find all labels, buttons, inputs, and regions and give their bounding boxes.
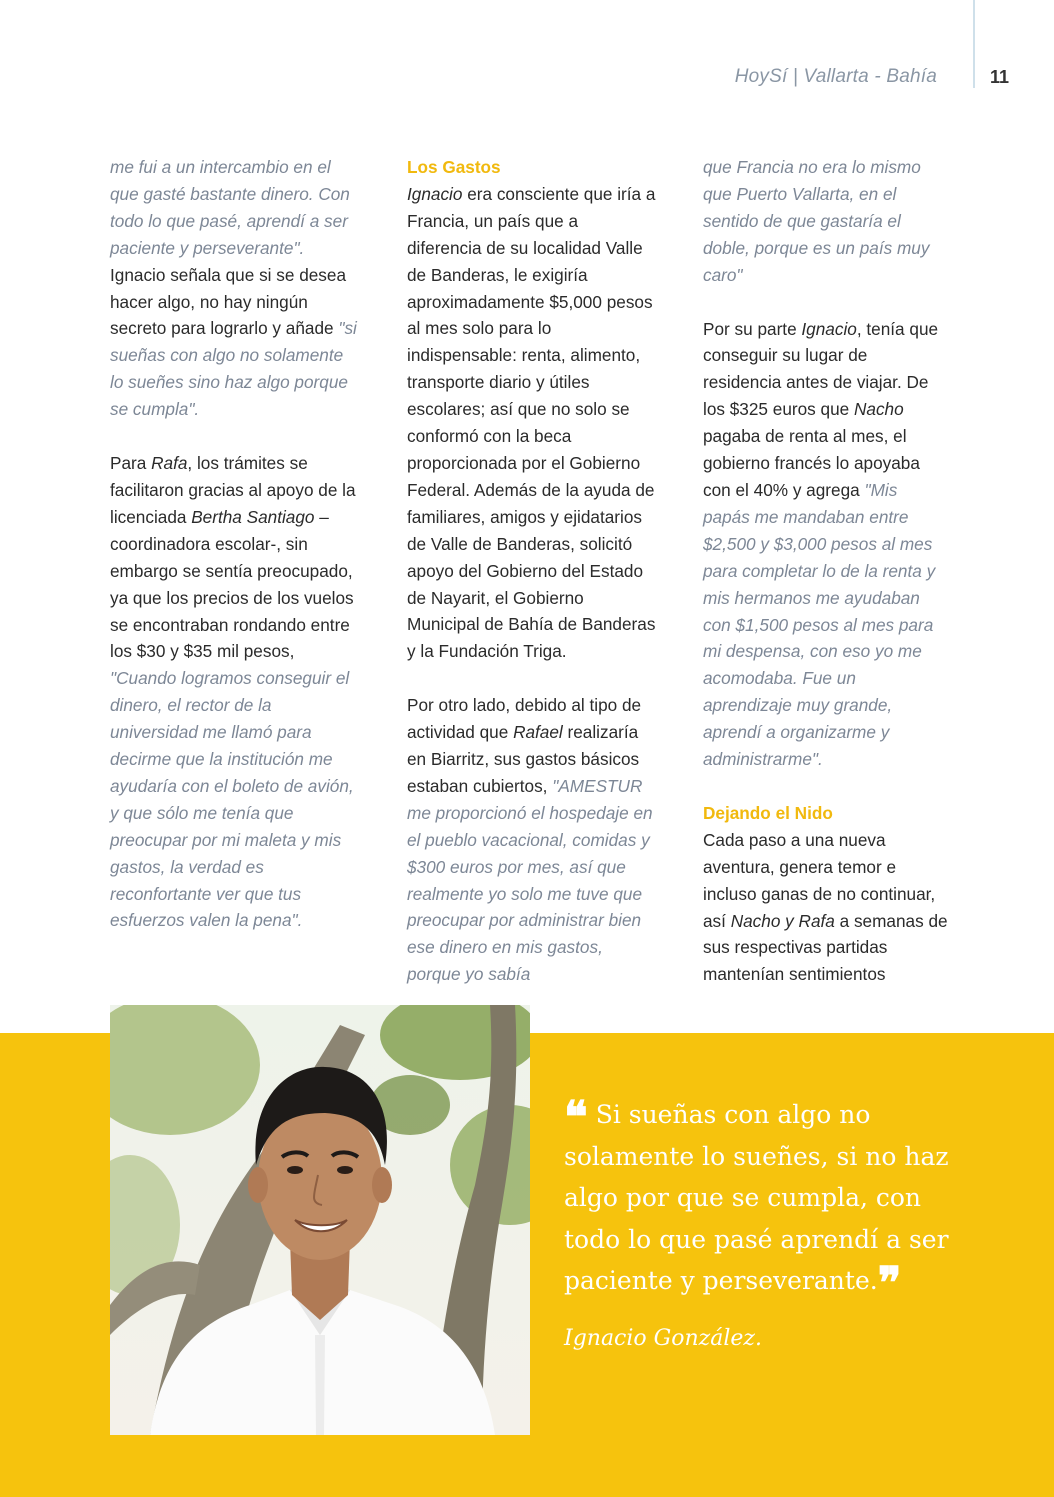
body-text: Cada paso a una nueva aventura, genera temor e incluso ganas de no continuar, así	[703, 829, 936, 931]
body-text: Para	[110, 453, 152, 474]
person-name: Rafa	[151, 453, 188, 474]
paragraph	[110, 154, 360, 423]
open-quote-icon: ❝	[564, 1093, 588, 1142]
publication-title: HoySí | Vallarta - Bahía	[734, 66, 937, 87]
quote-text: me fui a un intercambio en el que gasté bastante dinero. Con todo lo que pasé, aprendí a ser paciente y perseverante".	[110, 157, 350, 258]
paragraph	[407, 692, 657, 988]
paragraph	[703, 316, 948, 773]
quote-text: "Mis papás me mandaban entre $2,500 y $3,000 pesos al mes para completar lo de la renta y mis hermanos me ayudaban con $1,500 pesos al mes para mi despensa, con eso yo me acomodaba. Fue un aprendizaje muy grande, aprendí a organizarme y administrarme".	[703, 479, 936, 770]
pull-quote-text: Si sueñas con algo no solamente lo sueñes, si no haz algo por que se cumpla, con todo lo que pasé aprendí a ser paciente y perseverante.	[564, 1100, 949, 1295]
person-name: Nacho y Rafa	[730, 910, 835, 931]
person-name: Ignacio	[407, 183, 463, 204]
paragraph	[110, 450, 360, 934]
person-name: Nacho	[853, 399, 904, 420]
person-name: Ignacio	[801, 318, 857, 339]
body-text: Por su parte	[703, 318, 802, 339]
quote-text: que Francia no era lo mismo que Puerto Vallarta, en el sentido de que gastaría el doble, porque es un país muy caro"	[703, 157, 930, 285]
body-text: pagaba de renta al mes, el gobierno francés lo apoyaba con el 40% y agrega	[703, 426, 920, 500]
header-divider-line	[973, 0, 975, 88]
page-number: 11	[990, 67, 1010, 87]
pull-quote-author: Ignacio González.	[564, 1326, 762, 1351]
article-column-2	[407, 154, 657, 988]
body-text: realizaría en Biarritz, sus gastos básicos estaban cubiertos,	[407, 722, 640, 796]
quote-text: "AMESTUR me proporcionó el hospedaje en el pueblo vacacional, comidas y $300 euros por mes, así que realmente yo solo me tuve que preocupar por administrar bien ese dinero en mis gastos, porque yo sabía	[407, 775, 653, 985]
paragraph	[703, 154, 948, 289]
body-text: a semanas de sus respectivas partidas mantenían sentimientos	[703, 910, 948, 985]
person-name: Rafael	[513, 722, 563, 743]
body-text: Por otro lado, debido al tipo de actividad que	[407, 695, 642, 743]
person-name: Bertha Santiago	[191, 506, 315, 527]
portrait-photo	[110, 1005, 530, 1435]
body-text: , los trámites se facilitaron gracias al apoyo de la licenciada	[110, 453, 356, 527]
body-text: Ignacio señala que si se desea hacer algo, no hay ningún secreto para lograrlo y añade	[110, 264, 347, 339]
paragraph	[407, 181, 657, 665]
paragraph	[703, 827, 948, 988]
body-text: –coordinadora escolar-, sin embargo se sentía preocupado, ya que los precios de los vuelos se encontraban rondando entre los $30 y $35 mil pesos,	[110, 506, 354, 662]
quote-text: "si sueñas con algo no solamente lo sueñes sino haz algo porque se cumpla".	[110, 318, 357, 420]
quote-text: "Cuando logramos conseguir el dinero, el rector de la universidad me llamó para decirme que la institución me ayudaría con el boleto de avión, y que sólo me tenía que preocupar por mi maleta y mis gastos, la verdad es reconfortante ver que tus esfuerzos valen la pena".	[110, 668, 354, 931]
section-heading: Dejando el Nido	[703, 802, 833, 823]
article-column-1	[110, 154, 360, 934]
body-text: , tenía que conseguir su lugar de residencia antes de viajar. De los $325 euros que	[703, 318, 939, 420]
pull-quote	[564, 1093, 964, 1308]
close-quote-icon: ❞	[877, 1259, 902, 1308]
body-text: era consciente que iría a Francia, un país que a diferencia de su localidad Valle de Banderas, le exigiría aproximadamente $5,000 pesos al mes solo para lo indispensable: renta, alimento, transporte diario y útiles escolares; así que no solo se conformó con la beca proporcionada por el Gobierno Federal. Además de la ayuda de familiares, amigos y ejidatarios de Valle de Banderas, solicitó apoyo del Gobierno del Estado de Nayarit, el Gobierno Municipal de Bahía de Banderas y la Fundación Triga.	[407, 183, 656, 662]
article-column-3	[703, 154, 948, 988]
section-heading: Los Gastos	[407, 157, 501, 177]
